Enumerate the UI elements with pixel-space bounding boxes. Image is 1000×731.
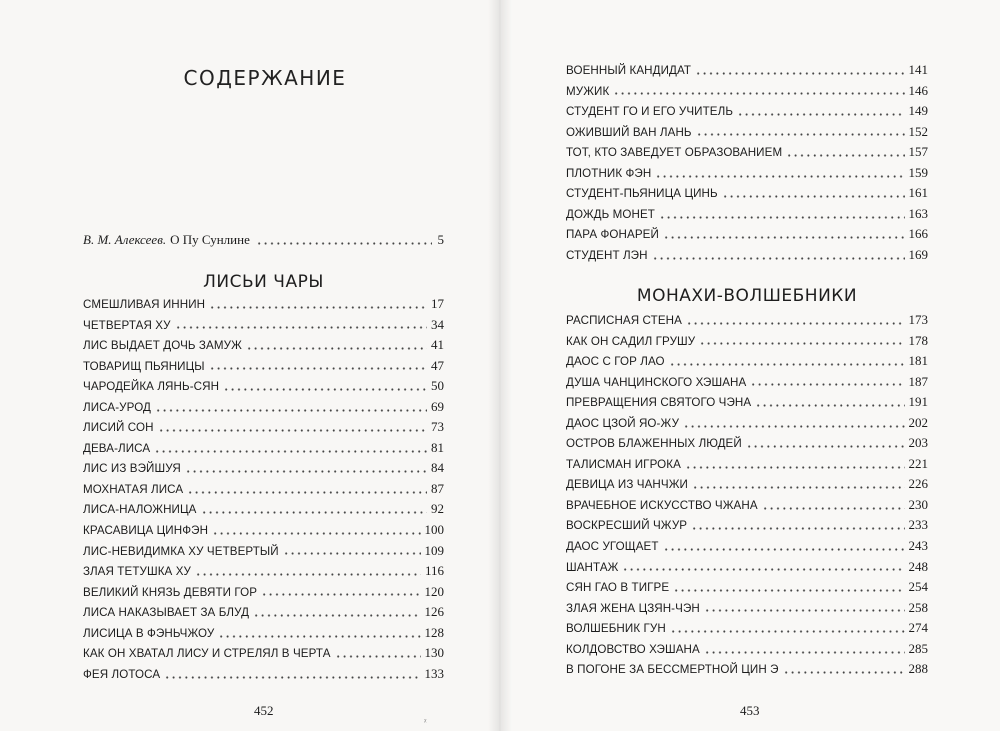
leader-dots [746, 443, 905, 451]
leader-dots [755, 401, 904, 409]
toc-entry-page: 166 [908, 226, 928, 242]
toc-entry-title: ДЕВА-ЛИСА [83, 441, 151, 455]
toc-entry-title: ЧАРОДЕЙКА ЛЯНЬ-СЯН [83, 380, 220, 394]
toc-entry-title: ДОЖДЬ МОНЕТ [566, 207, 655, 221]
toc-entry-page: 243 [908, 538, 928, 554]
toc-entry[interactable] [566, 331, 928, 352]
toc-entry-page: 230 [908, 496, 928, 512]
toc-entry-page: 178 [908, 332, 928, 348]
leader-dots [762, 504, 905, 512]
toc-entry-page: 254 [908, 579, 928, 595]
toc-entry[interactable] [83, 561, 444, 582]
toc-entry-page: 191 [908, 394, 928, 410]
toc-entry-title: ПАРА ФОНАРЕЙ [566, 228, 659, 242]
section-title-monks-wizards: МОНАХИ-ВОЛШЕБНИКИ [636, 286, 858, 306]
toc-entry-title: МУЖИК [566, 84, 610, 98]
toc-entry-page: 126 [424, 604, 444, 620]
toc-entry-page: 109 [424, 542, 444, 558]
toc-entry-page: 202 [908, 414, 928, 430]
toc-entry-title: В ПОГОНЕ ЗА БЕССМЕРТНОЙ ЦИН Э [566, 663, 779, 677]
toc-entry[interactable] [566, 495, 928, 516]
toc-entry[interactable] [566, 639, 928, 660]
intro-author: В. М. Алексеев. [83, 232, 167, 247]
leader-dots [209, 303, 427, 311]
leader-dots [335, 653, 421, 661]
leader-dots [155, 406, 427, 414]
toc-entry-page: 173 [908, 312, 928, 327]
toc-entry-page: 141 [908, 62, 928, 77]
toc-entry-page: 133 [424, 665, 444, 681]
toc-entry[interactable] [566, 536, 928, 557]
toc-entry-title: ЗЛАЯ ЖЕНА ЦЗЯН-ЧЭН [566, 601, 700, 615]
toc-entry[interactable] [83, 356, 444, 377]
toc-entry-page: 128 [424, 624, 444, 640]
leader-dots [154, 447, 427, 455]
toc-entry[interactable] [83, 438, 444, 459]
leader-dots [691, 525, 904, 533]
leader-dots [613, 90, 904, 98]
leader-dots [246, 344, 427, 352]
toc-entry-page: 69 [431, 398, 444, 414]
toc-entry-page: 130 [424, 645, 444, 661]
leader-dots [187, 488, 427, 496]
toc-entry-page: 203 [908, 435, 928, 451]
toc-entry-title: РАСПИСНАЯ СТЕНА [566, 314, 682, 327]
toc-entry-title: ТАЛИСМАН ИГРОКА [566, 457, 681, 471]
toc-entry[interactable] [566, 224, 928, 245]
toc-entry[interactable] [566, 598, 928, 619]
toc-entry-page: 92 [431, 501, 444, 517]
toc-entry-page: 159 [908, 164, 928, 180]
toc-entry-title: СЯН ГАО В ТИГРЕ [566, 581, 670, 595]
toc-entry-page: 248 [908, 558, 928, 574]
toc-entry-page: 41 [431, 337, 444, 353]
toc-entry[interactable] [83, 397, 444, 418]
toc-entry-page: 100 [424, 522, 444, 538]
leader-dots [750, 381, 904, 389]
toc-entry[interactable] [566, 474, 928, 495]
toc-entry-title: ОСТРОВ БЛАЖЕННЫХ ЛЮДЕЙ [566, 437, 742, 451]
toc-entry-page: 181 [908, 353, 928, 369]
intro-entry[interactable] [83, 232, 444, 248]
toc-entry-title: КРАСАВИЦА ЦИНФЭН [83, 524, 209, 538]
leader-dots [256, 239, 432, 247]
leader-dots [164, 673, 420, 681]
toc-entry[interactable] [566, 351, 928, 372]
toc-entry[interactable] [566, 101, 928, 122]
leader-dots [158, 427, 427, 435]
toc-entry-title: КОЛДОВСТВО ХЭШАНА [566, 642, 700, 656]
toc-entry-title: ЛИСИЙ СОН [83, 421, 154, 435]
toc-entry-page: 163 [908, 205, 928, 221]
toc-entry-page: 81 [431, 439, 444, 455]
leader-dots [669, 360, 905, 368]
toc-entry-title: ТОТ, КТО ЗАВЕДУЕТ ОБРАЗОВАНИЕМ [566, 146, 783, 160]
toc-entry-page: 120 [424, 583, 444, 599]
toc-entry[interactable] [83, 417, 444, 438]
leader-dots [261, 591, 420, 599]
toc-entry-page: 84 [431, 460, 444, 476]
toc-entry-page: 87 [431, 480, 444, 496]
toc-entry[interactable] [566, 310, 928, 331]
toc-entry-page: 221 [908, 455, 928, 471]
leader-dots [737, 110, 904, 118]
toc-entry[interactable] [83, 643, 444, 664]
toc-list-fox-charms [83, 294, 444, 684]
leader-dots [622, 566, 904, 574]
toc-entry[interactable] [566, 515, 928, 536]
toc-entry[interactable] [566, 142, 928, 163]
toc-entry[interactable] [83, 335, 444, 356]
toc-entry-title: СТУДЕНТ ГО И ЕГО УЧИТЕЛЬ [566, 105, 734, 119]
toc-entry-page: 161 [908, 185, 928, 201]
toc-entry[interactable] [566, 392, 928, 413]
gutter-mark-icon: ᵡ [424, 716, 427, 726]
leader-dots [673, 586, 904, 594]
toc-entry-title: ЛИСИЦА В ФЭНЬЧЖОУ [83, 626, 215, 640]
toc-entry-page: 157 [908, 144, 928, 160]
toc-entry-page: 47 [431, 357, 444, 373]
leader-dots [686, 319, 905, 327]
intro-page: 5 [437, 232, 444, 247]
contents-heading: СОДЕРЖАНИЕ [183, 66, 347, 90]
page-number-right: 453 [740, 703, 760, 718]
toc-entry-title: ФЕЯ ЛОТОСА [83, 667, 161, 681]
toc-list-monks-wizards [566, 310, 928, 680]
toc-entry[interactable] [83, 602, 444, 623]
leader-dots [652, 254, 905, 262]
toc-entry-title: ДАОС УГОЩАЕТ [566, 540, 659, 554]
leader-dots [253, 611, 420, 619]
leader-dots [195, 570, 421, 578]
toc-entry-page: 187 [908, 373, 928, 389]
leader-dots [185, 468, 427, 476]
toc-entry[interactable] [566, 204, 928, 225]
toc-entry-title: МОХНАТАЯ ЛИСА [83, 482, 184, 496]
toc-entry[interactable] [83, 541, 444, 562]
toc-entry-page: 116 [424, 563, 444, 579]
toc-entry-page: 146 [908, 82, 928, 98]
toc-entry[interactable] [566, 245, 928, 266]
toc-entry[interactable] [566, 454, 928, 475]
toc-entry[interactable] [83, 294, 444, 315]
leader-dots [670, 627, 905, 635]
leader-dots [786, 151, 904, 159]
leader-dots [685, 463, 905, 471]
toc-entry-title: ВРАЧЕБНОЕ ИСКУССТВО ЧЖАНА [566, 498, 758, 512]
leader-dots [663, 234, 905, 242]
leader-dots [696, 131, 905, 139]
toc-entry[interactable] [83, 623, 444, 644]
toc-entry-title: ПРЕВРАЩЕНИЯ СВЯТОГО ЧЭНА [566, 396, 752, 410]
toc-entry[interactable] [566, 163, 928, 184]
toc-entry-title: ЧЕТВЕРТАЯ ХУ [83, 318, 171, 332]
toc-entry-title: ТОВАРИЩ ПЬЯНИЦЫ [83, 359, 205, 373]
toc-entry[interactable] [83, 458, 444, 479]
toc-entry[interactable] [83, 315, 444, 336]
book-gutter [488, 0, 512, 731]
section-title-fox-charms: ЛИСЬИ ЧАРЫ [203, 272, 324, 292]
leader-dots [655, 172, 904, 180]
toc-entry-title: ЗЛАЯ ТЕТУШКА ХУ [83, 565, 192, 579]
leader-dots [704, 648, 905, 656]
toc-entry[interactable] [566, 413, 928, 434]
leader-dots [663, 545, 905, 553]
toc-entry-page: 169 [908, 246, 928, 262]
toc-entry[interactable] [566, 122, 928, 143]
leader-dots [201, 509, 427, 517]
toc-entry-title: ВОЛШЕБНИК ГУН [566, 622, 666, 636]
toc-entry[interactable] [566, 659, 928, 680]
toc-list-continued [566, 60, 928, 265]
toc-entry-page: 152 [908, 123, 928, 139]
leader-dots [175, 324, 427, 332]
toc-entry-page: 17 [431, 296, 444, 311]
toc-entry[interactable] [83, 582, 444, 603]
leader-dots [223, 385, 427, 393]
toc-entry-page: 73 [431, 419, 444, 435]
toc-entry[interactable] [566, 618, 928, 639]
toc-entry-page: 285 [908, 640, 928, 656]
toc-entry-title: СМЕШЛИВАЯ ИННИН [83, 298, 206, 311]
toc-entry-title: ДАОС С ГОР ЛАО [566, 355, 665, 369]
toc-entry-page: 226 [908, 476, 928, 492]
toc-entry-page: 274 [908, 620, 928, 636]
leader-dots [659, 213, 905, 221]
leader-dots [692, 484, 905, 492]
intro-title: О Пу Сунлине [170, 232, 250, 247]
toc-entry-page: 34 [431, 316, 444, 332]
toc-entry[interactable] [566, 577, 928, 598]
leader-dots [704, 607, 905, 615]
toc-entry-title: ЛИСА-НАЛОЖНИЦА [83, 503, 197, 517]
toc-entry-title: ЛИС ИЗ ВЭЙШУЯ [83, 462, 181, 476]
toc-entry-page: 149 [908, 103, 928, 119]
toc-entry[interactable] [566, 557, 928, 578]
toc-entry-title: ДУША ЧАНЦИНСКОГО ХЭШАНА [566, 375, 747, 389]
toc-entry[interactable] [566, 433, 928, 454]
toc-entry-title: ПЛОТНИК ФЭН [566, 166, 652, 180]
toc-entry[interactable] [566, 183, 928, 204]
toc-entry-title: ШАНТАЖ [566, 560, 619, 574]
toc-entry-title: ДЕВИЦА ИЗ ЧАНЧЖИ [566, 478, 688, 492]
leader-dots [209, 365, 427, 373]
toc-entry[interactable] [566, 372, 928, 393]
toc-entry-title: ОЖИВШИЙ ВАН ЛАНЬ [566, 125, 692, 139]
leader-dots [783, 669, 905, 677]
toc-entry-title: СТУДЕНТ ЛЭН [566, 248, 648, 262]
leader-dots [699, 340, 904, 348]
page-number-left: 452 [254, 703, 274, 718]
toc-entry[interactable] [83, 499, 444, 520]
toc-entry-title: ЛИСА НАКАЗЫВАЕТ ЗА БЛУД [83, 606, 250, 620]
toc-entry-title: КАК ОН ХВАТАЛ ЛИСУ И СТРЕЛЯЛ В ЧЕРТА [83, 647, 331, 661]
toc-entry-title: КАК ОН САДИЛ ГРУШУ [566, 334, 696, 348]
toc-entry[interactable] [83, 520, 444, 541]
toc-entry-title: ЛИС-НЕВИДИМКА ХУ ЧЕТВЕРТЫЙ [83, 544, 279, 558]
toc-entry[interactable] [83, 664, 444, 685]
toc-entry[interactable] [83, 376, 444, 397]
toc-entry-title: ЛИСА-УРОД [83, 400, 152, 414]
toc-entry-title: ВЕЛИКИЙ КНЯЗЬ ДЕВЯТИ ГОР [83, 585, 258, 599]
toc-entry[interactable] [566, 60, 928, 81]
toc-entry-title: ДАОС ЦЗОЙ ЯО-ЖУ [566, 416, 680, 430]
leader-dots [212, 529, 420, 537]
leader-dots [722, 193, 905, 201]
toc-entry-title: ВОСКРЕСШИЙ ЧЖУР [566, 519, 688, 533]
toc-entry-page: 50 [431, 378, 444, 394]
leader-dots [283, 550, 421, 558]
toc-entry-title: СТУДЕНТ-ПЬЯНИЦА ЦИНЬ [566, 187, 718, 201]
toc-entry[interactable] [566, 81, 928, 102]
toc-entry-page: 258 [908, 599, 928, 615]
toc-entry-title: ВОЕННЫЙ КАНДИДАТ [566, 64, 692, 77]
toc-entry-title: ЛИС ВЫДАЕТ ДОЧЬ ЗАМУЖ [83, 339, 242, 353]
leader-dots [683, 422, 904, 430]
toc-entry-page: 288 [908, 661, 928, 677]
toc-entry-page: 233 [908, 517, 928, 533]
leader-dots [218, 632, 420, 640]
leader-dots [695, 69, 904, 77]
toc-entry[interactable] [83, 479, 444, 500]
